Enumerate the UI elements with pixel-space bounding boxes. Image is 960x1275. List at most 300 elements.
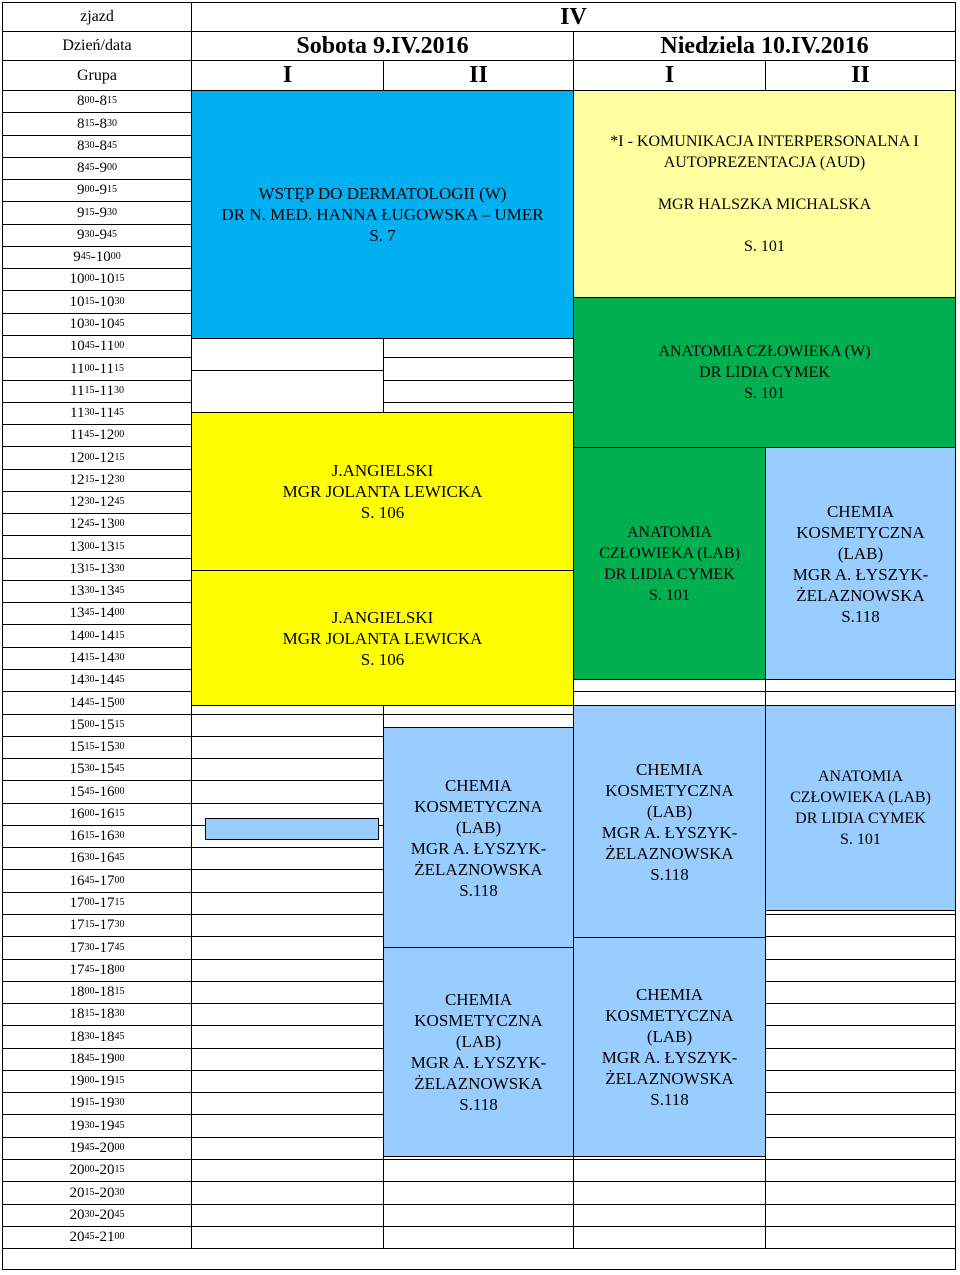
grid-cell xyxy=(191,1025,384,1049)
time-h2: 10 xyxy=(95,249,111,265)
grid-cell xyxy=(191,1070,384,1093)
time-h2: 11 xyxy=(99,405,114,421)
time-slot xyxy=(2,1137,192,1160)
time-h2: 17 xyxy=(99,939,115,956)
time-slot xyxy=(2,424,192,447)
time-h2: 19 xyxy=(99,1051,115,1067)
time-h1: 20 xyxy=(69,1162,85,1178)
time-slot xyxy=(2,1226,192,1249)
time-m2: 15 xyxy=(107,95,117,106)
zjazd-number: IV xyxy=(191,2,956,32)
time-separator: - xyxy=(94,939,100,956)
grid-cell xyxy=(191,959,384,982)
grid-cell xyxy=(191,1092,384,1115)
time-m1: 30 xyxy=(84,407,95,418)
time-h1: 15 xyxy=(69,717,85,733)
time-h1: 11 xyxy=(70,405,85,421)
time-m1: 00 xyxy=(84,719,95,730)
time-m1: 00 xyxy=(84,808,95,819)
class-block-anatomy-lab-2: ANATOMIA CZŁOWIEKA (LAB) DR LIDIA CYMEK S. 101 xyxy=(765,705,956,911)
time-separator: - xyxy=(94,694,100,711)
grid-cell xyxy=(573,1181,766,1205)
time-separator: - xyxy=(94,895,100,911)
time-slot xyxy=(2,647,192,670)
time-slot xyxy=(2,936,192,960)
time-m1: 45 xyxy=(84,785,95,797)
time-h2: 18 xyxy=(99,984,115,1000)
time-separator: - xyxy=(94,93,100,109)
time-slot xyxy=(2,1092,192,1115)
time-h1: 14 xyxy=(69,627,85,644)
time-separator: - xyxy=(94,917,100,933)
time-slot xyxy=(2,402,192,425)
time-slot xyxy=(2,981,192,1004)
time-m2: 15 xyxy=(114,451,125,463)
time-m2: 30 xyxy=(113,385,124,396)
time-separator: - xyxy=(94,227,100,243)
time-m2: 45 xyxy=(114,763,125,774)
grid-cell xyxy=(191,981,384,1004)
grid-cell xyxy=(191,914,384,937)
time-slot xyxy=(2,290,192,314)
time-m2: 30 xyxy=(107,206,117,218)
time-m1: 45 xyxy=(84,964,95,975)
time-separator: - xyxy=(94,872,100,889)
time-m1: 00 xyxy=(84,629,95,641)
time-separator: - xyxy=(94,472,100,488)
class-block-chemistry-sun-3: CHEMIA KOSMETYCZNA (LAB) MGR A. ŁYSZYK- ŻELAZNOWSKA S.118 xyxy=(573,937,766,1157)
time-separator: - xyxy=(94,1184,100,1201)
time-separator: - xyxy=(94,360,100,377)
class-block-chemistry-sun-2: CHEMIA KOSMETYCZNA (LAB) MGR A. ŁYSZYK- ŻELAZNOWSKA S.118 xyxy=(765,447,956,680)
time-slot xyxy=(2,624,192,648)
grid-cell xyxy=(383,1181,574,1205)
time-m1: 30 xyxy=(84,496,95,507)
time-h1: 17 xyxy=(69,939,85,956)
group-sat-2: II xyxy=(383,60,574,91)
time-separator: - xyxy=(94,1006,100,1022)
time-h1: 11 xyxy=(70,383,85,399)
grid-cell xyxy=(191,736,384,759)
time-separator: - xyxy=(94,806,100,822)
time-separator: - xyxy=(94,962,100,978)
time-h2: 14 xyxy=(99,672,115,688)
time-h2: 8 xyxy=(99,115,107,132)
time-separator: - xyxy=(94,1207,100,1223)
grid-cell xyxy=(765,981,956,1004)
time-h1: 16 xyxy=(69,828,85,844)
time-m1: 15 xyxy=(84,474,95,485)
time-m2: 45 xyxy=(114,1030,125,1042)
time-h2: 19 xyxy=(99,1117,115,1134)
time-h2: 16 xyxy=(99,828,115,844)
time-m2: 00 xyxy=(114,964,125,975)
time-h2: 11 xyxy=(99,338,115,354)
time-h2: 20 xyxy=(99,1162,115,1178)
time-h2: 15 xyxy=(99,761,115,777)
time-m2: 00 xyxy=(114,607,125,618)
time-h1: 9 xyxy=(77,227,85,243)
time-m2: 00 xyxy=(114,1142,125,1153)
time-h1: 18 xyxy=(69,1051,85,1067)
time-h2: 17 xyxy=(99,917,115,933)
time-h2: 9 xyxy=(99,204,107,221)
time-slot xyxy=(2,558,192,581)
time-slot xyxy=(2,224,192,247)
time-h1: 13 xyxy=(69,538,85,555)
time-slot xyxy=(2,691,192,715)
time-h1: 12 xyxy=(69,472,85,488)
time-m2: 00 xyxy=(114,785,125,797)
time-h2: 17 xyxy=(99,872,115,889)
time-h2: 16 xyxy=(99,783,115,800)
time-h2: 10 xyxy=(99,316,115,332)
time-separator: - xyxy=(94,783,100,800)
grid-cell xyxy=(765,1025,956,1049)
time-h1: 12 xyxy=(69,516,85,532)
time-h2: 18 xyxy=(99,962,115,978)
time-separator: - xyxy=(94,1095,100,1111)
time-m1: 15 xyxy=(84,830,95,841)
time-slot xyxy=(2,179,192,202)
time-m2: 00 xyxy=(114,340,125,351)
time-slot xyxy=(2,513,192,536)
time-h2: 16 xyxy=(99,806,115,822)
time-slot xyxy=(2,380,192,403)
grid-cell xyxy=(573,1226,766,1249)
time-separator: - xyxy=(94,494,100,510)
time-slot xyxy=(2,491,192,514)
grid-cell xyxy=(765,1226,956,1249)
time-m1: 45 xyxy=(84,874,95,886)
grid-cell xyxy=(765,1092,956,1115)
time-h2: 13 xyxy=(99,516,115,532)
grid-cell xyxy=(383,1226,574,1249)
class-block-communication: *I - KOMUNIKACJA INTERPERSONALNA I AUTOPREZENTACJA (AUD) MGR HALSZKA MICHALSKA S. 101 xyxy=(573,90,956,298)
time-m1: 00 xyxy=(84,986,95,997)
time-m1: 00 xyxy=(84,362,95,374)
time-h1: 18 xyxy=(69,984,85,1000)
time-m2: 15 xyxy=(114,1164,125,1175)
time-m2: 15 xyxy=(114,629,125,641)
time-h2: 12 xyxy=(99,472,115,488)
time-h2: 14 xyxy=(99,605,115,621)
time-slot xyxy=(2,758,192,781)
time-slot xyxy=(2,201,192,225)
time-h1: 10 xyxy=(69,293,85,310)
time-separator: - xyxy=(94,561,100,577)
time-slot xyxy=(2,736,192,759)
grid-cell xyxy=(765,936,956,960)
time-h1: 19 xyxy=(69,1117,85,1134)
time-m2: 00 xyxy=(114,429,125,440)
grid-cell xyxy=(191,758,384,781)
time-slot xyxy=(2,780,192,804)
time-h2: 9 xyxy=(99,182,107,198)
time-h2: 10 xyxy=(99,271,115,287)
time-m1: 30 xyxy=(84,674,95,685)
time-slot xyxy=(2,313,192,336)
time-h1: 12 xyxy=(69,449,85,466)
schedule-table xyxy=(2,2,956,1270)
class-block-chemistry-sun-1: CHEMIA KOSMETYCZNA (LAB) MGR A. ŁYSZYK- ŻELAZNOWSKA S.118 xyxy=(573,705,766,938)
time-separator: - xyxy=(94,427,100,443)
time-m1: 45 xyxy=(84,607,95,618)
time-m1: 15 xyxy=(84,652,95,663)
time-h2: 18 xyxy=(99,1006,115,1022)
time-separator: - xyxy=(94,650,100,666)
time-h1: 13 xyxy=(69,605,85,621)
time-h2: 19 xyxy=(99,1073,115,1089)
time-m2: 30 xyxy=(114,1097,125,1108)
time-slot xyxy=(2,869,192,893)
time-m1: 00 xyxy=(84,540,95,552)
time-h2: 8 xyxy=(99,138,107,154)
time-m2: 15 xyxy=(114,540,125,552)
time-m2: 45 xyxy=(113,407,124,418)
time-m1: 30 xyxy=(84,1209,95,1220)
time-m2: 30 xyxy=(107,117,117,129)
time-h2: 16 xyxy=(99,850,115,866)
time-m2: 15 xyxy=(114,897,125,908)
time-h1: 15 xyxy=(69,761,85,777)
time-h1: 18 xyxy=(69,1028,85,1045)
time-h1: 11 xyxy=(70,360,85,377)
time-m2: 45 xyxy=(114,852,125,863)
grid-cell xyxy=(191,714,384,737)
time-m2: 15 xyxy=(114,1075,125,1086)
time-m2: 30 xyxy=(114,1008,125,1019)
time-m2: 00 xyxy=(107,162,117,173)
time-slot xyxy=(2,1003,192,1026)
time-h2: 17 xyxy=(99,895,115,911)
time-h2: 14 xyxy=(99,650,115,666)
time-h1: 13 xyxy=(69,583,85,599)
grid-cell xyxy=(765,914,956,937)
group-sat-1: I xyxy=(191,60,384,91)
time-slot xyxy=(2,268,192,291)
time-m2: 45 xyxy=(107,229,117,240)
time-m2: 30 xyxy=(114,1186,125,1198)
time-separator: - xyxy=(94,1117,100,1134)
time-slot xyxy=(2,714,192,737)
time-m2: 00 xyxy=(114,1053,125,1064)
time-separator: - xyxy=(94,316,100,332)
time-m2: 45 xyxy=(114,1119,125,1131)
time-h1: 19 xyxy=(69,1073,85,1089)
time-m1: 15 xyxy=(84,206,95,218)
time-separator: - xyxy=(90,249,96,265)
time-separator: - xyxy=(94,627,100,644)
time-slot xyxy=(2,246,192,269)
grid-cell xyxy=(765,1114,956,1138)
time-m1: 15 xyxy=(84,741,95,752)
time-h2: 13 xyxy=(99,583,115,599)
time-m1: 30 xyxy=(84,318,95,329)
time-h2: 14 xyxy=(99,627,115,644)
class-block-english-2: J.ANGIELSKI MGR JOLANTA LEWICKA S. 106 xyxy=(191,570,574,706)
time-m1: 45 xyxy=(80,251,91,262)
time-h1: 15 xyxy=(69,739,85,755)
small-blue-cell xyxy=(205,818,379,840)
time-m2: 45 xyxy=(114,318,125,329)
time-m1: 15 xyxy=(84,1097,95,1108)
time-h1: 16 xyxy=(69,806,85,822)
time-m1: 30 xyxy=(84,941,95,953)
time-h1: 20 xyxy=(69,1207,85,1223)
grid-cell xyxy=(191,1003,384,1026)
grid-cell xyxy=(765,1181,956,1205)
time-m1: 30 xyxy=(84,1119,95,1131)
time-slot xyxy=(2,157,192,180)
time-slot xyxy=(2,825,192,848)
time-h2: 20 xyxy=(99,1184,115,1201)
time-slot xyxy=(2,669,192,692)
class-block-chemistry-sat-2: CHEMIA KOSMETYCZNA (LAB) MGR A. ŁYSZYK- ŻELAZNOWSKA S.118 xyxy=(383,947,574,1157)
time-m2: 45 xyxy=(107,140,117,151)
time-m2: 30 xyxy=(114,295,125,307)
time-m2: 15 xyxy=(107,184,117,195)
time-h1: 16 xyxy=(69,850,85,866)
time-h2: 20 xyxy=(99,1140,115,1156)
time-h1: 14 xyxy=(69,694,85,711)
time-m2: 30 xyxy=(114,919,125,930)
time-h1: 19 xyxy=(69,1140,85,1156)
time-separator: - xyxy=(94,115,100,132)
time-h2: 11 xyxy=(99,360,114,377)
zjazd-label: zjazd xyxy=(2,2,192,32)
time-m2: 00 xyxy=(114,1231,125,1242)
time-h1: 17 xyxy=(69,917,85,933)
time-slot xyxy=(2,135,192,158)
time-h2: 12 xyxy=(99,427,115,443)
time-h2: 19 xyxy=(99,1095,115,1111)
grid-cell xyxy=(765,1159,956,1182)
time-h1: 13 xyxy=(69,561,85,577)
time-m1: 15 xyxy=(84,117,95,129)
time-h2: 15 xyxy=(99,694,115,711)
time-h1: 10 xyxy=(69,316,85,332)
time-m2: 45 xyxy=(114,674,125,685)
time-m1: 45 xyxy=(84,162,95,173)
time-m2: 45 xyxy=(114,585,125,596)
class-block-anatomy-lecture: ANATOMIA CZŁOWIEKA (W) DR LIDIA CYMEK S. 101 xyxy=(573,297,956,448)
time-separator: - xyxy=(94,828,100,844)
time-h1: 9 xyxy=(73,249,81,265)
time-m1: 00 xyxy=(84,897,95,908)
time-separator: - xyxy=(94,583,100,599)
time-m2: 30 xyxy=(114,741,125,752)
day-sunday: Niedziela 10.IV.2016 xyxy=(573,31,956,61)
time-h1: 10 xyxy=(69,271,85,287)
time-slot xyxy=(2,1204,192,1227)
time-m1: 00 xyxy=(84,451,95,463)
time-separator: - xyxy=(94,1229,100,1245)
time-slot xyxy=(2,357,192,381)
day-saturday: Sobota 9.IV.2016 xyxy=(191,31,574,61)
time-slot xyxy=(2,1070,192,1093)
time-m1: 30 xyxy=(84,140,95,151)
time-m2: 45 xyxy=(114,1209,125,1220)
time-separator: - xyxy=(94,1051,100,1067)
time-separator: - xyxy=(94,984,100,1000)
grid-cell xyxy=(191,869,384,893)
time-m1: 30 xyxy=(84,585,95,596)
time-h1: 20 xyxy=(69,1229,85,1245)
time-h1: 11 xyxy=(69,427,85,443)
time-m1: 15 xyxy=(84,919,95,930)
time-h1: 19 xyxy=(69,1095,85,1111)
time-h2: 10 xyxy=(99,293,115,310)
grid-cell xyxy=(765,1070,956,1093)
grid-cell xyxy=(383,1204,574,1227)
time-m2: 00 xyxy=(114,518,125,529)
time-m1: 45 xyxy=(84,1053,95,1064)
time-m1: 00 xyxy=(84,1164,95,1175)
time-m1: 45 xyxy=(84,429,95,440)
time-separator: - xyxy=(94,138,100,154)
grid-cell xyxy=(191,1181,384,1205)
time-slot xyxy=(2,469,192,492)
time-slot xyxy=(2,1048,192,1071)
time-m1: 15 xyxy=(84,1008,95,1019)
time-m1: 45 xyxy=(84,340,95,351)
time-m1: 45 xyxy=(84,1142,95,1153)
time-h1: 9 xyxy=(77,182,85,198)
time-m2: 00 xyxy=(110,251,121,262)
time-h2: 8 xyxy=(99,93,107,109)
time-separator: - xyxy=(94,271,100,287)
time-slot xyxy=(2,535,192,559)
group-sun-1: I xyxy=(573,60,766,91)
time-m2: 00 xyxy=(114,874,125,886)
time-m2: 15 xyxy=(114,273,125,284)
time-slot xyxy=(2,1025,192,1049)
time-separator: - xyxy=(94,204,100,221)
time-slot xyxy=(2,892,192,915)
time-separator: - xyxy=(94,1073,100,1089)
time-slot xyxy=(2,90,192,113)
grid-cell xyxy=(383,357,574,381)
time-h2: 9 xyxy=(99,160,107,176)
grid-cell xyxy=(191,1226,384,1249)
time-m1: 45 xyxy=(84,1231,95,1242)
time-h1: 8 xyxy=(77,160,85,176)
time-m1: 00 xyxy=(84,273,95,284)
time-h2: 9 xyxy=(99,227,107,243)
time-separator: - xyxy=(94,605,100,621)
time-m1: 30 xyxy=(84,763,95,774)
time-slot xyxy=(2,335,192,358)
time-h1: 17 xyxy=(69,962,85,978)
time-h1: 17 xyxy=(69,895,85,911)
time-h1: 20 xyxy=(69,1184,85,1201)
time-h2: 13 xyxy=(99,561,115,577)
time-m1: 30 xyxy=(84,229,95,240)
time-h2: 11 xyxy=(99,383,114,399)
time-h2: 12 xyxy=(99,494,115,510)
time-h1: 10 xyxy=(69,338,85,354)
time-separator: - xyxy=(94,383,100,399)
time-slot xyxy=(2,602,192,625)
time-slot xyxy=(2,1181,192,1205)
time-m2: 15 xyxy=(114,719,125,730)
time-m2: 45 xyxy=(114,941,125,953)
time-separator: - xyxy=(94,850,100,866)
grid-cell xyxy=(191,1204,384,1227)
grid-cell xyxy=(191,1048,384,1071)
time-separator: - xyxy=(94,405,100,421)
